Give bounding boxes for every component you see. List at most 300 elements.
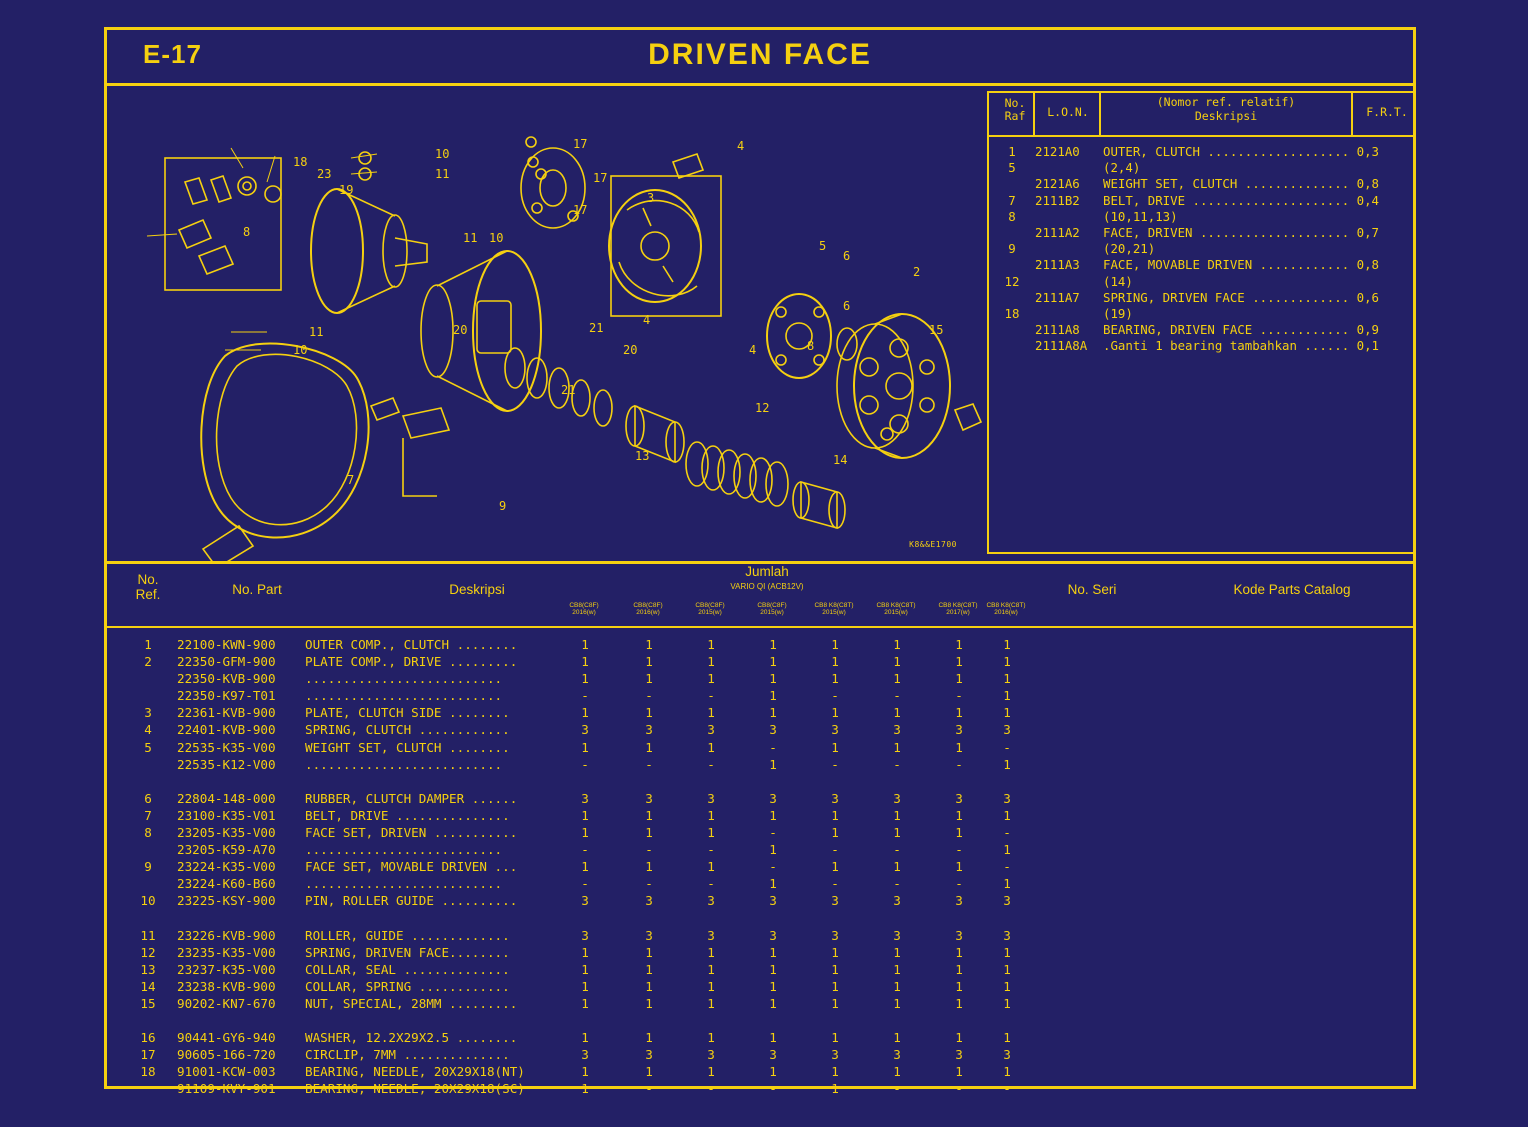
qty-group-model: CB8 K8(C8T) [876,602,916,609]
row-qty: 1 [1003,654,1011,670]
ref-divider-1 [1033,93,1035,135]
row-qty: - [1003,825,1011,841]
row-qty: 1 [1003,1030,1011,1046]
svg-text:4: 4 [643,313,651,327]
row-part-number: 23224-K60-B60 [177,876,276,892]
row-qty: 1 [1003,756,1011,772]
reference-row [989,322,1413,338]
row-qty: - [769,1081,777,1097]
row-qty: - [831,756,839,772]
row-qty: - [707,1081,715,1097]
row-qty: 1 [831,1030,839,1046]
row-qty: 1 [645,944,653,960]
svg-text:20: 20 [623,343,638,357]
row-qty: 1 [707,944,715,960]
page-code: E-17 [143,39,202,69]
row-qty: 3 [645,927,653,943]
row-qty: 3 [955,1047,963,1063]
row-qty: - [645,842,653,858]
svg-text:19: 19 [339,183,354,197]
table-row [107,841,1413,858]
row-qty: 3 [707,893,715,909]
row-qty: 1 [707,807,715,823]
row-qty: 1 [645,1064,653,1080]
reference-table-header [989,93,1413,137]
qty-group-year: 2016(w) [994,609,1018,616]
parts-table [107,561,1413,1097]
col-description: Deskripsi [449,582,505,597]
row-qty: - [955,756,963,772]
table-row [107,910,1413,927]
qty-group-year: 2015(w) [698,609,722,616]
reference-row [989,338,1413,354]
row-qty: 1 [769,705,777,721]
reference-row-desc: BELT, DRIVE ..................... 0,4 [1103,192,1380,208]
row-qty: 1 [893,1064,901,1080]
row-ref-no: 12 [140,944,156,960]
row-part-number: 22804-148-000 [177,790,276,806]
row-ref-no: 1 [144,637,152,652]
row-qty: 1 [893,705,901,721]
table-row [107,653,1413,670]
row-part-number: 22350-GFM-900 [177,654,276,670]
reference-table [987,91,1413,554]
svg-text:13: 13 [635,449,650,463]
row-qty: 3 [645,893,653,909]
ref-col-frt: F.R.T. [1366,105,1408,119]
reference-row-no: 8 [1008,208,1016,224]
row-qty: 1 [893,671,901,687]
row-part-number: 90441-GY6-940 [177,1030,276,1046]
table-row [107,1012,1413,1029]
row-part-number: 22361-KVB-900 [177,705,276,721]
reference-row-desc: (20,21) [1103,241,1156,257]
svg-text:17: 17 [573,137,588,151]
row-description: .......................... [305,756,503,772]
row-qty: 1 [831,654,839,670]
table-row [107,756,1413,773]
row-qty: 1 [581,705,589,721]
reference-row [989,290,1413,306]
row-qty: 3 [645,722,653,738]
row-qty: 1 [831,739,839,755]
qty-group-model: CB8 K8(C8T) [814,602,854,609]
row-qty: 3 [831,790,839,806]
row-ref-no: 15 [140,995,156,1011]
row-qty: 1 [707,978,715,994]
row-qty: 1 [581,1064,589,1080]
reference-row [989,160,1413,176]
reference-row-desc: FACE, MOVABLE DRIVEN ............ 0,8 [1103,257,1380,273]
reference-row [989,274,1413,290]
ref-col-lon: L.O.N. [1047,105,1089,119]
row-qty: 1 [769,671,777,687]
ref-divider-2 [1099,93,1101,135]
table-row [107,790,1413,807]
table-row [107,858,1413,875]
table-row [107,995,1413,1012]
row-qty: 1 [955,995,963,1011]
reference-row-desc: .Ganti 1 bearing tambahkan ...... 0,1 [1103,338,1380,354]
reference-row-desc: (2,4) [1103,160,1141,176]
row-qty: 3 [1003,790,1011,806]
row-ref-no: 5 [144,739,152,755]
row-qty: - [955,688,963,704]
reference-row-no: 5 [1008,160,1016,176]
row-qty: - [893,688,901,704]
table-row [107,961,1413,978]
row-qty: 1 [893,978,901,994]
row-qty: 1 [769,876,777,892]
row-qty: - [893,842,901,858]
row-qty: 1 [707,739,715,755]
col-qty-sub: VARIO QI (ACB12V) [730,582,804,591]
svg-text:7: 7 [347,473,355,487]
row-qty: 1 [769,978,777,994]
illustration-watermark: K8&&E1700 [909,540,957,549]
row-qty: 3 [581,927,589,943]
row-qty: - [1003,859,1011,875]
row-qty: 1 [1003,876,1011,892]
row-ref-no: 11 [140,927,156,943]
row-qty: 1 [769,961,777,977]
row-qty: 3 [707,790,715,806]
reference-row-desc: OUTER, CLUTCH ................... 0,3 [1103,144,1380,159]
qty-group-year: 2016(w) [636,609,660,616]
row-qty: - [581,756,589,772]
row-qty: 1 [707,671,715,687]
row-description: RUBBER, CLUTCH DAMPER ...... [305,790,518,806]
row-qty: 3 [955,790,963,806]
row-qty: - [831,876,839,892]
reference-row-lon: 2111B2 [1035,192,1080,208]
table-row [107,978,1413,995]
row-qty: 1 [831,1064,839,1080]
row-qty: - [1003,739,1011,755]
reference-table-body [989,137,1413,354]
col-no-ref [125,572,171,602]
row-part-number: 23226-KVB-900 [177,927,276,943]
row-qty: 1 [1003,1064,1011,1080]
row-ref-no: 10 [140,893,156,909]
svg-text:4: 4 [749,343,757,357]
row-part-number: 23205-K35-V00 [177,825,276,841]
row-qty: 1 [645,995,653,1011]
reference-row [989,193,1413,209]
table-row [107,807,1413,824]
table-row [107,721,1413,738]
svg-text:21: 21 [589,321,604,335]
svg-text:2: 2 [913,265,921,279]
row-qty: - [893,876,901,892]
row-part-number: 91001-KCW-003 [177,1064,276,1080]
row-qty: 1 [645,978,653,994]
reference-row-desc: FACE, DRIVEN .................... 0,7 [1103,224,1380,240]
row-qty: 1 [1003,688,1011,704]
row-qty: 1 [707,1030,715,1046]
qty-group-year: 2016(w) [572,609,596,616]
row-qty: 1 [955,705,963,721]
ref-col-desc-line2: Deskripsi [1194,109,1258,124]
table-row [107,773,1413,790]
row-qty: 1 [893,859,901,875]
svg-text:23: 23 [317,167,332,181]
qty-group-model: CB8(C8F) [695,602,725,609]
col-qty: Jumlah [745,564,789,579]
row-description: SPRING, CLUTCH ............ [305,722,510,738]
row-description: .......................... [305,671,503,687]
row-description: BEARING, NEEDLE, 20X29X18(SC) [305,1081,525,1097]
row-qty: 3 [1003,722,1011,738]
reference-row [989,306,1413,322]
reference-row [989,144,1413,160]
qty-group-header [553,602,615,616]
ref-col-no-line1: No. [1004,96,1026,110]
row-qty: 3 [769,893,777,909]
row-ref-no: 8 [144,825,152,841]
row-qty: 1 [1003,978,1011,994]
row-qty: 1 [707,637,715,652]
row-qty: 3 [769,722,777,738]
row-qty: 1 [955,1030,963,1046]
row-qty: 1 [955,859,963,875]
row-qty: 1 [831,978,839,994]
row-qty: 1 [645,654,653,670]
row-qty: - [707,756,715,772]
row-qty: - [581,876,589,892]
row-qty: - [645,688,653,704]
row-part-number: 23225-KSY-900 [177,893,276,909]
reference-row-lon: 2111A7 [1035,289,1080,305]
svg-text:6: 6 [843,299,851,313]
ref-col-no [995,97,1035,123]
col-catalog-code: Kode Parts Catalog [1233,582,1351,597]
svg-text:17: 17 [573,203,588,217]
reference-row-lon: 2111A2 [1035,224,1080,240]
row-qty: 3 [581,893,589,909]
reference-row [989,209,1413,225]
parts-table-header [107,564,1413,628]
qty-group-header [741,602,803,616]
row-qty: 3 [1003,893,1011,909]
table-row [107,687,1413,704]
reference-row-lon: 2111A3 [1035,257,1080,273]
qty-group-header [617,602,679,616]
row-description: PLATE, CLUTCH SIDE ........ [305,705,510,721]
row-qty: - [769,739,777,755]
qty-group-header [865,602,927,616]
row-part-number: 22350-K97-T01 [177,688,276,704]
row-description: PIN, ROLLER GUIDE .......... [305,893,518,909]
row-qty: 1 [769,842,777,858]
row-qty: 1 [831,859,839,875]
row-part-number: 23205-K59-A70 [177,842,276,858]
row-part-number: 22401-KVB-900 [177,722,276,738]
table-row [107,892,1413,909]
table-row [107,927,1413,944]
svg-text:10: 10 [435,147,450,161]
row-qty: 1 [645,961,653,977]
row-qty: 1 [831,637,839,652]
reference-row [989,241,1413,257]
row-qty: 1 [581,944,589,960]
row-part-number: 23224-K35-V00 [177,859,276,875]
row-qty: 3 [1003,927,1011,943]
row-qty: - [769,825,777,841]
row-qty: 1 [1003,671,1011,687]
svg-text:9: 9 [499,499,507,513]
row-ref-no: 2 [144,654,152,670]
row-qty: 1 [831,825,839,841]
row-qty: 1 [1003,961,1011,977]
row-description: NUT, SPECIAL, 28MM ......... [305,995,518,1011]
row-qty: - [707,688,715,704]
row-qty: 1 [645,705,653,721]
row-qty: 3 [707,722,715,738]
row-qty: 3 [707,927,715,943]
row-part-number: 23100-K35-V01 [177,807,276,823]
svg-text:12: 12 [755,401,770,415]
row-description: FACE SET, MOVABLE DRIVEN ... [305,859,518,875]
row-qty: 3 [769,1047,777,1063]
row-qty: - [581,688,589,704]
row-qty: - [955,842,963,858]
row-qty: 3 [707,1047,715,1063]
row-qty: 1 [955,944,963,960]
ref-divider-3 [1351,93,1353,135]
qty-group-model: CB8(C8F) [569,602,599,609]
row-qty: 1 [1003,637,1011,652]
qty-group-year: 2015(w) [760,609,784,616]
row-qty: 1 [831,944,839,960]
reference-row-lon: 2111A8 [1035,322,1080,338]
row-description: WEIGHT SET, CLUTCH ........ [305,739,510,755]
table-row [107,1063,1413,1080]
reference-row-desc: (10,11,13) [1103,208,1178,224]
row-qty: 1 [769,944,777,960]
row-qty: 1 [581,637,589,652]
row-qty: - [1003,1081,1011,1097]
col-no-line2: Ref. [135,587,161,602]
row-qty: 3 [955,927,963,943]
row-part-number: 90605-166-720 [177,1047,276,1063]
row-ref-no: 16 [140,1030,156,1046]
col-serial: No. Seri [1067,582,1117,597]
row-qty: 3 [581,722,589,738]
row-qty: 3 [645,1047,653,1063]
row-qty: 1 [581,807,589,823]
row-qty: 1 [893,637,901,652]
row-qty: 1 [893,944,901,960]
row-description: SPRING, DRIVEN FACE........ [305,944,510,960]
row-qty: - [955,1081,963,1097]
row-part-number: 23235-K35-V00 [177,944,276,960]
svg-text:18: 18 [293,155,308,169]
row-qty: 1 [955,671,963,687]
row-qty: 1 [769,637,777,652]
svg-text:15: 15 [929,323,944,337]
row-qty: 1 [581,961,589,977]
row-qty: 1 [893,1030,901,1046]
reference-row [989,225,1413,241]
row-qty: 3 [893,927,901,943]
row-qty: 1 [1003,842,1011,858]
row-qty: 1 [769,1030,777,1046]
reference-row-no: 1 [1008,144,1016,159]
row-description: .......................... [305,876,503,892]
row-qty: 3 [831,927,839,943]
row-qty: 1 [955,825,963,841]
table-row [107,944,1413,961]
qty-group-year: 2017(w) [946,609,970,616]
exploded-view-illustration [107,86,987,561]
table-row [107,1080,1413,1097]
table-row [107,670,1413,687]
qty-group-year: 2015(w) [884,609,908,616]
row-qty: 3 [893,722,901,738]
row-ref-no: 18 [140,1064,156,1080]
svg-text:21: 21 [561,383,576,397]
row-qty: 1 [831,961,839,977]
row-qty: 1 [707,654,715,670]
row-qty: 1 [1003,807,1011,823]
row-qty: 1 [645,637,653,652]
row-qty: 1 [1003,995,1011,1011]
row-qty: 1 [955,807,963,823]
row-qty: 1 [581,978,589,994]
row-qty: 1 [955,1064,963,1080]
row-qty: 3 [831,722,839,738]
row-ref-no: 17 [140,1047,156,1063]
diagram-svg [107,86,987,561]
row-qty: - [581,842,589,858]
qty-group-header [803,602,865,616]
row-qty: 1 [581,859,589,875]
qty-group-model: CB8 K8(C8T) [986,602,1026,609]
row-qty: 3 [581,1047,589,1063]
row-qty: 1 [955,978,963,994]
row-qty: 1 [581,825,589,841]
svg-text:6: 6 [843,249,851,263]
row-qty: 1 [769,807,777,823]
reference-row-desc: (19) [1103,305,1133,321]
row-qty: 1 [707,1064,715,1080]
row-qty: 1 [893,995,901,1011]
row-qty: 3 [831,1047,839,1063]
row-qty: 3 [955,722,963,738]
row-qty: 3 [893,790,901,806]
row-qty: 1 [645,859,653,875]
row-ref-no: 9 [144,859,152,875]
svg-text:8: 8 [243,225,251,239]
upper-section [107,86,1413,561]
row-qty: 1 [707,995,715,1011]
row-qty: 1 [707,705,715,721]
row-qty: - [645,756,653,772]
page-title: DRIVEN FACE [648,38,872,71]
row-qty: 3 [893,1047,901,1063]
row-qty: 1 [645,825,653,841]
row-description: PLATE COMP., DRIVE ......... [305,654,518,670]
row-description: BELT, DRIVE ............... [305,807,510,823]
reference-row [989,176,1413,192]
row-qty: 3 [831,893,839,909]
row-qty: 1 [831,995,839,1011]
col-part-number: No. Part [232,582,282,597]
row-qty: 1 [893,739,901,755]
row-description: COLLAR, SEAL .............. [305,961,510,977]
row-description: WASHER, 12.2X29X2.5 ........ [305,1030,518,1046]
